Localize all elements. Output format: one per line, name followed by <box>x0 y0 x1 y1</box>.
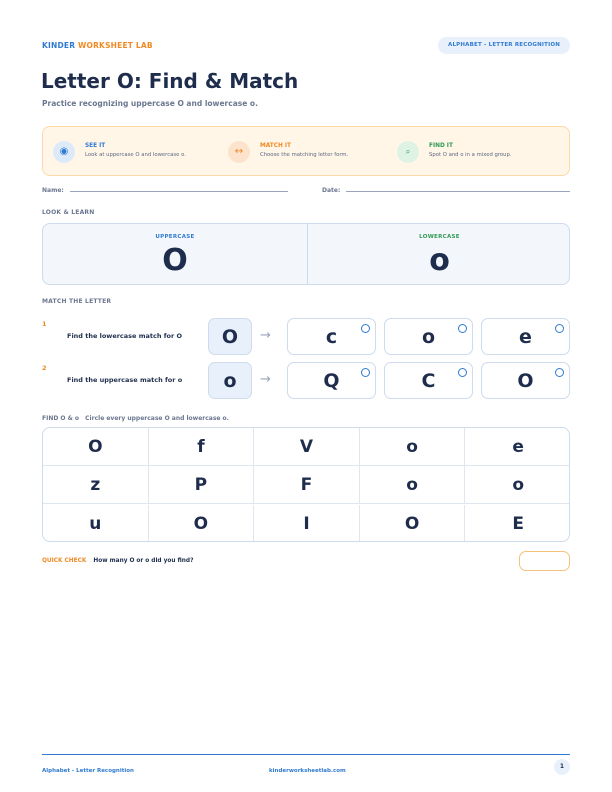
grid-letter-cell[interactable]: f <box>149 428 255 466</box>
step-title: MATCH IT <box>260 143 291 149</box>
row-number: 2 <box>42 364 47 372</box>
option-card[interactable] <box>481 318 570 355</box>
key-letter: O <box>208 318 252 355</box>
topic-tag: ALPHABET - LETTER RECOGNITION <box>438 37 570 54</box>
answer-circle[interactable] <box>555 324 564 333</box>
grid-letter-cell[interactable]: z <box>43 466 149 504</box>
target-icon: ◉ <box>53 141 75 163</box>
answer-circle[interactable] <box>361 368 370 377</box>
grid-letter-cell[interactable]: o <box>360 466 466 504</box>
grid-letter-cell[interactable]: F <box>254 466 360 504</box>
brand-part2: WORKSHEET LAB <box>78 41 153 50</box>
option-letter: e <box>519 326 532 348</box>
step-description: Choose the matching letter form. <box>260 152 349 158</box>
step-description: Spot O and o in a mixed group. <box>429 152 512 158</box>
quick-check-question: How many O or o did you find? <box>93 558 194 564</box>
uppercase-label: UPPERCASE <box>155 234 195 240</box>
brand-logo <box>42 41 153 50</box>
steps-panel <box>42 126 570 176</box>
lowercase-label: LOWERCASE <box>419 234 460 240</box>
option-card[interactable] <box>384 362 473 399</box>
answer-box[interactable] <box>519 551 570 571</box>
answer-circle[interactable] <box>458 368 467 377</box>
date-label: Date: <box>322 187 341 194</box>
grid-letter-cell[interactable]: P <box>149 466 255 504</box>
footer-topic: Alphabet - Letter Recognition <box>42 768 134 774</box>
name-field[interactable] <box>70 191 288 192</box>
step-title: SEE IT <box>85 143 106 149</box>
match-row <box>42 362 570 400</box>
grid-letter-cell[interactable]: e <box>465 428 570 466</box>
arrow-right-icon: → <box>260 328 271 343</box>
uppercase-letter: O <box>162 243 188 278</box>
match-heading: MATCH THE LETTER <box>42 298 112 305</box>
answer-circle[interactable] <box>361 324 370 333</box>
grid-letter-cell[interactable]: u <box>43 505 149 542</box>
option-letter: C <box>421 370 436 392</box>
grid-letter-cell[interactable]: O <box>149 505 255 542</box>
grid-letter-cell[interactable]: o <box>360 428 466 466</box>
quick-check-label: QUICK CHECK <box>42 558 87 564</box>
uppercase-panel <box>43 224 307 284</box>
brand-part1: KINDER <box>42 41 76 50</box>
arrow-right-icon: → <box>260 372 271 387</box>
option-letter: o <box>421 326 436 348</box>
answer-circle[interactable] <box>555 368 564 377</box>
footer-website: kinderworksheetlab.com <box>269 768 346 774</box>
grid-letter-cell[interactable]: E <box>512 513 524 534</box>
lowercase-panel <box>307 224 571 284</box>
magnifier-icon: ⌕ <box>397 141 419 163</box>
find-instruction: Circle every uppercase O and lowercase o. <box>85 415 229 422</box>
option-letter: O <box>517 370 534 392</box>
option-card[interactable] <box>481 362 570 399</box>
step-title: FIND IT <box>429 143 453 149</box>
page-title: Letter O: Find & Match <box>41 69 299 93</box>
grid-letter-cell[interactable]: O <box>360 505 466 542</box>
find-title: FIND O & o <box>42 415 80 422</box>
grid-letter-cell[interactable]: V <box>254 428 360 466</box>
match-row <box>42 318 570 356</box>
key-letter: o <box>208 362 252 399</box>
quick-check <box>42 558 193 564</box>
grid-letter-cell[interactable]: O <box>43 428 149 466</box>
lowercase-letter: o <box>429 243 450 278</box>
match-prompt: Find the uppercase match for o <box>67 376 183 384</box>
look-learn-heading: LOOK & LEARN <box>42 209 95 216</box>
find-letter-grid <box>42 427 570 542</box>
row-number: 1 <box>42 320 47 328</box>
page-subtitle: Practice recognizing uppercase O and lowercase o. <box>42 99 258 108</box>
grid-letter-cell[interactable]: o <box>465 466 570 504</box>
date-field[interactable] <box>346 191 570 192</box>
match-prompt: Find the lowercase match for O <box>67 332 183 340</box>
option-card[interactable] <box>287 318 376 355</box>
option-card[interactable] <box>384 318 473 355</box>
look-learn-panel <box>42 223 570 285</box>
answer-circle[interactable] <box>458 324 467 333</box>
option-letter: Q <box>323 370 340 392</box>
option-letter: c <box>325 326 338 348</box>
find-heading <box>42 415 229 422</box>
double-arrow-icon: ↔ <box>228 141 250 163</box>
page-number: 1 <box>554 759 570 775</box>
name-label: Name: <box>42 187 64 194</box>
grid-letter-cell[interactable]: I <box>254 505 360 542</box>
step-description: Look at uppercase O and lowercase o. <box>85 152 186 158</box>
footer-divider <box>42 754 570 755</box>
option-card[interactable] <box>287 362 376 399</box>
